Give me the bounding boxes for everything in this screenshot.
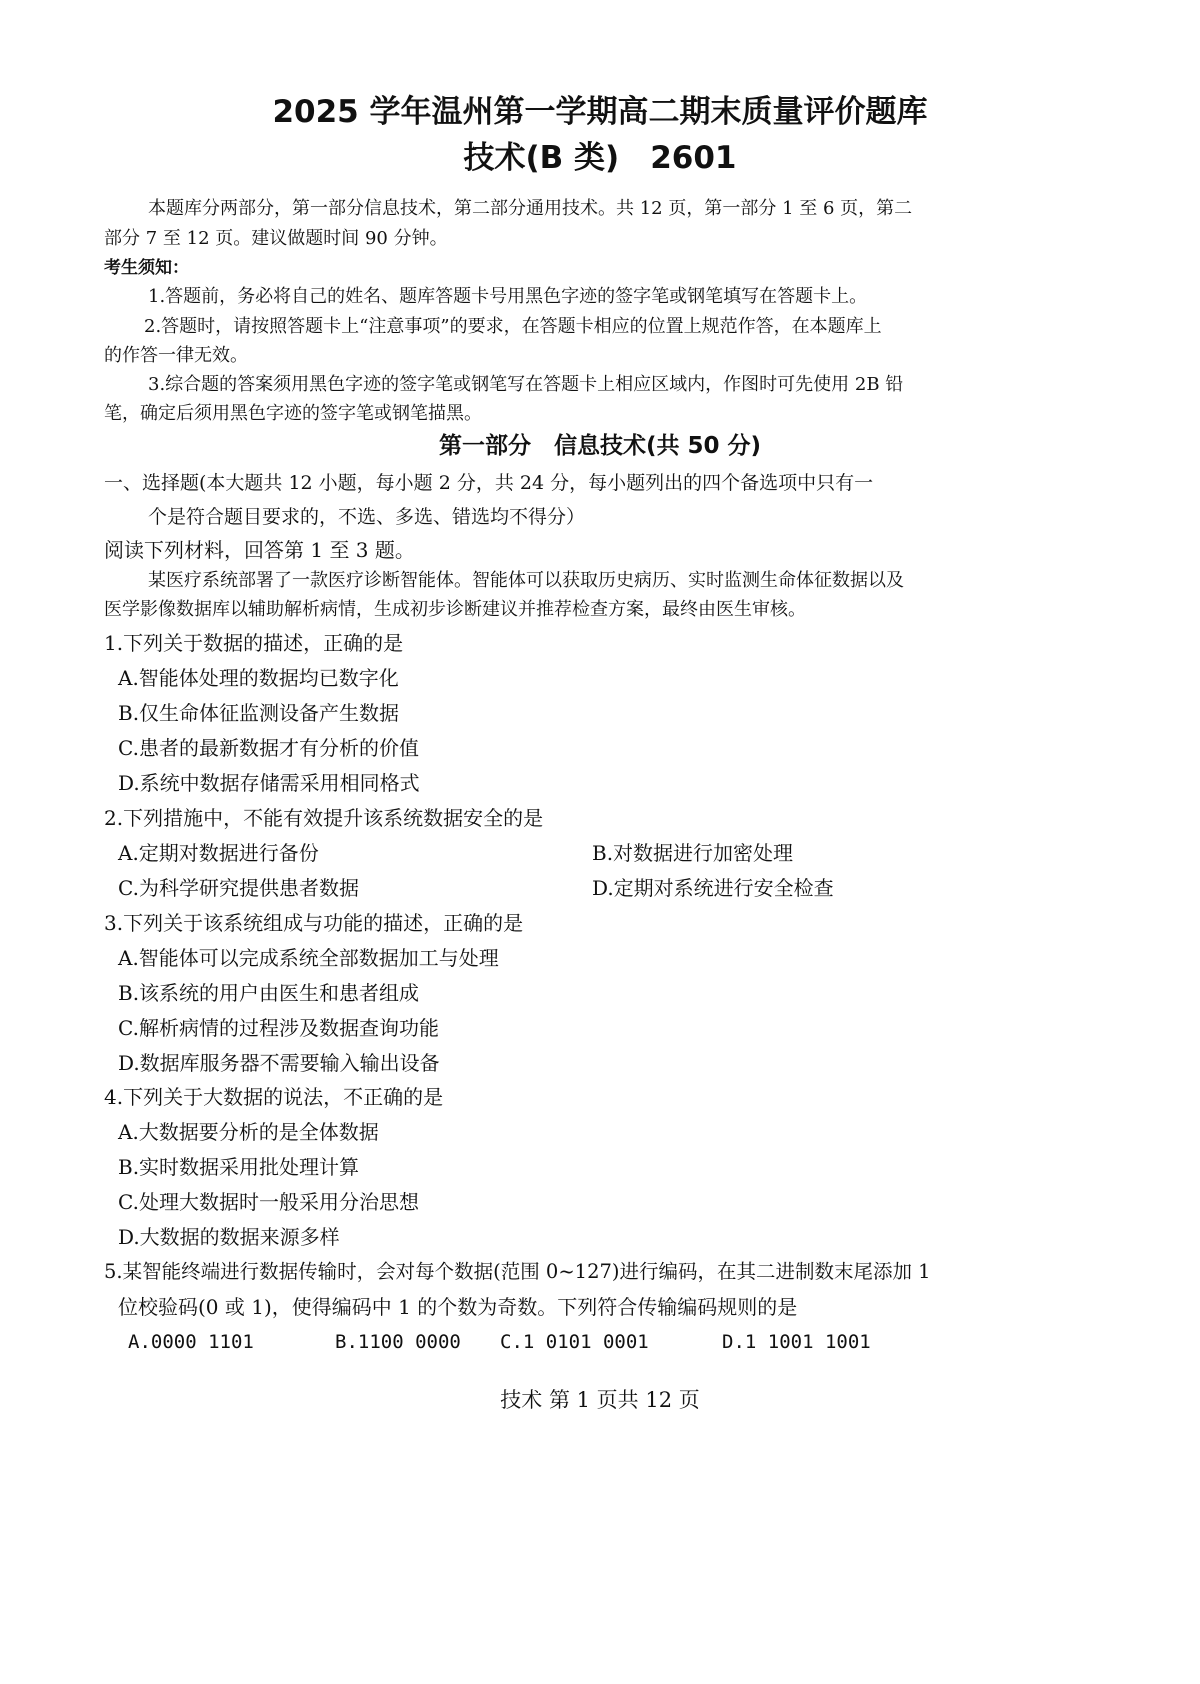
question-2-option-b: B.对数据进行加密处理 <box>592 841 794 865</box>
page-title: 2025 学年温州第一学期高二期末质量评价题库 <box>272 94 928 130</box>
question-1-stem: 1.下列关于数据的描述，正确的是 <box>104 631 404 655</box>
intro-line-1: 本题库分两部分，第一部分信息技术，第二部分通用技术。共 12 页，第一部分 1 至 6 页，第二 <box>148 198 913 219</box>
page-footer: 技术 第 1 页共 12 页 <box>500 1388 700 1412</box>
question-3-option-d: D.数据库服务器不需要输入输出设备 <box>118 1051 440 1075</box>
question-2-option-d: D.定期对系统进行安全检查 <box>592 876 834 900</box>
section1-line-1: 一、选择题(本大题共 12 小题，每小题 2 分，共 24 分，每小题列出的四个备选项中只有一 <box>104 472 874 494</box>
notice-item-1: 1.答题前，务必将自己的姓名、题库答题卡号用黑色字迹的签字笔或钢笔填写在答题卡上。 <box>148 286 868 307</box>
notice-item-3-line-2: 笔，确定后须用黑色字迹的签字笔或钢笔描黑。 <box>104 403 482 424</box>
question-3-option-a: A.智能体可以完成系统全部数据加工与处理 <box>118 946 499 970</box>
question-3-option-c: C.解析病情的过程涉及数据查询功能 <box>118 1016 439 1040</box>
section1-line-2: 个是符合题目要求的，不选、多选、错选均不得分） <box>148 506 586 528</box>
question-5-option-a: A.0000 1101 <box>128 1331 254 1353</box>
question-4-option-d: D.大数据的数据来源多样 <box>118 1225 340 1249</box>
question-5-stem-line-1: 5.某智能终端进行数据传输时，会对每个数据(范围 0~127)进行编码，在其二进制数末尾添加 1 <box>104 1260 931 1283</box>
notice-item-2-line-2: 的作答一律无效。 <box>104 345 248 366</box>
notice-item-2-line-1: 2.答题时，请按照答题卡上“注意事项”的要求，在答题卡相应的位置上规范作答，在本题库上 <box>144 316 882 337</box>
question-3-stem: 3.下列关于该系统组成与功能的描述，正确的是 <box>104 911 524 935</box>
question-3-option-b: B.该系统的用户由医生和患者组成 <box>118 981 420 1005</box>
question-1-option-a: A.智能体处理的数据均已数字化 <box>118 666 399 690</box>
question-1-option-d: D.系统中数据存储需采用相同格式 <box>118 771 420 795</box>
question-2-stem: 2.下列措施中，不能有效提升该系统数据安全的是 <box>104 806 544 830</box>
question-1-option-b: B.仅生命体征监测设备产生数据 <box>118 701 400 725</box>
reading-material-line-2: 医学影像数据库以辅助解析病情，生成初步诊断建议并推荐检查方案，最终由医生审核。 <box>104 599 806 620</box>
question-2-option-c: C.为科学研究提供患者数据 <box>118 876 359 900</box>
page-subtitle: 技术(B 类) 2601 <box>463 140 737 176</box>
reading-material-line-1: 某医疗系统部署了一款医疗诊断智能体。智能体可以获取历史病历、实时监测生命体征数据以及 <box>148 570 904 591</box>
question-4-stem: 4.下列关于大数据的说法，不正确的是 <box>104 1085 444 1109</box>
intro-line-2: 部分 7 至 12 页。建议做题时间 90 分钟。 <box>104 228 448 249</box>
question-5-option-b: B.1100 0000 <box>335 1331 461 1353</box>
notice-item-3-line-1: 3.综合题的答案须用黑色字迹的签字笔或钢笔写在答题卡上相应区域内，作图时可先使用 2B 铅 <box>148 374 904 395</box>
question-5-option-c: C.1 0101 0001 <box>500 1331 649 1353</box>
question-1-option-c: C.患者的最新数据才有分析的价值 <box>118 736 419 760</box>
question-4-option-b: B.实时数据采用批处理计算 <box>118 1155 360 1179</box>
reading-instruction: 阅读下列材料，回答第 1 至 3 题。 <box>104 538 415 562</box>
part1-heading: 第一部分 信息技术(共 50 分) <box>438 433 762 459</box>
question-4-option-c: C.处理大数据时一般采用分治思想 <box>118 1190 419 1214</box>
question-4-option-a: A.大数据要分析的是全体数据 <box>118 1120 379 1144</box>
question-5-option-d: D.1 1001 1001 <box>722 1331 871 1353</box>
question-2-option-a: A.定期对数据进行备份 <box>118 841 319 865</box>
notice-heading: 考生须知： <box>104 258 189 278</box>
question-5-stem-line-2: 位校验码(0 或 1)，使得编码中 1 的个数为奇数。下列符合传输编码规则的是 <box>118 1295 798 1319</box>
